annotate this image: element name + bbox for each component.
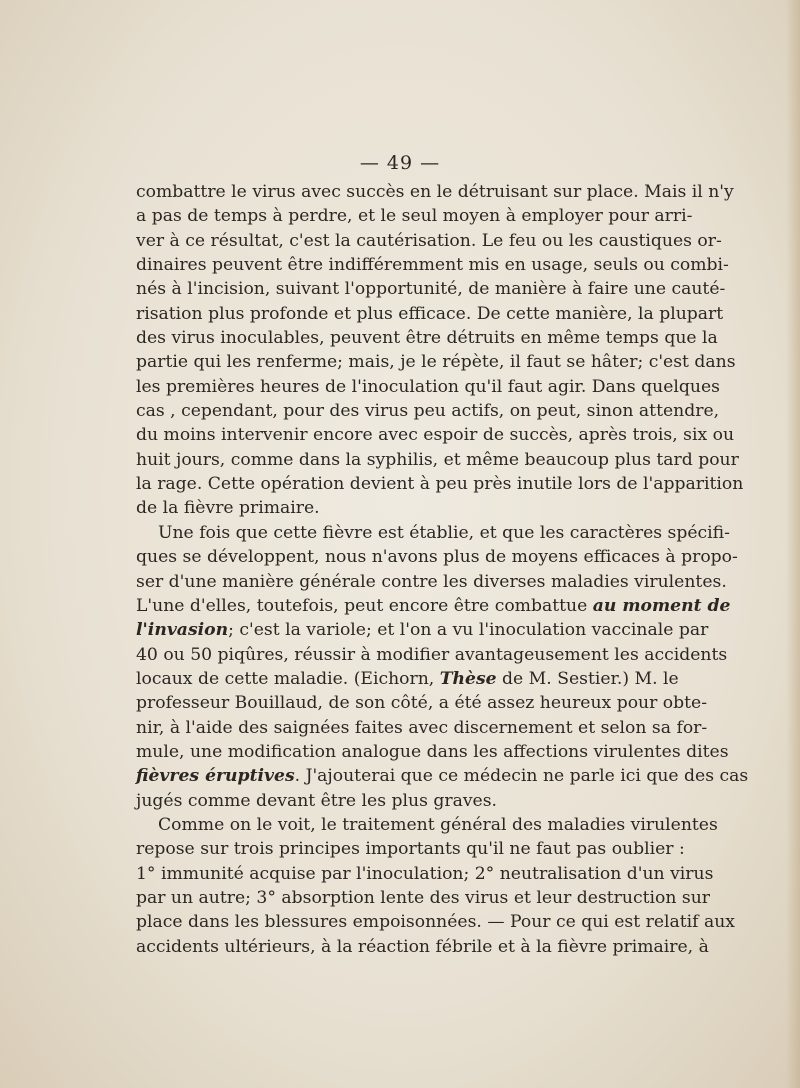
text-line: [136, 448, 739, 472]
emphasis-text: fièvres éruptives: [136, 766, 295, 787]
text-line: [136, 813, 718, 837]
text-line: [136, 302, 724, 326]
text-segment: huit jours, comme dans la syphilis, et même beaucoup plus tard pour: [136, 449, 739, 470]
text-segment: de la fièvre primaire.: [136, 498, 320, 519]
text-segment: accidents ultérieurs, à la réaction fébrile et à la fièvre primaire, à: [136, 936, 709, 957]
text-line: [136, 229, 722, 253]
text-line: [136, 399, 720, 423]
text-segment: Une fois que cette fièvre est établie, et que les caractères spécifi-: [158, 522, 730, 543]
text-line: [136, 594, 731, 618]
text-segment: locaux de cette maladie. (Eichorn,: [136, 668, 440, 689]
text-segment: combattre le virus avec succès en le détruisant sur place. Mais il n'y: [136, 182, 734, 202]
text-segment: la rage. Cette opération devient à peu près inutile lors de l'apparition: [136, 474, 744, 495]
text-line: [136, 910, 735, 934]
text-line: [136, 521, 730, 545]
text-segment: professeur Bouillaud, de son côté, a été assez heureux pour obte-: [136, 693, 708, 714]
text-segment: repose sur trois principes importants qu'il ne faut pas oublier :: [136, 839, 685, 860]
text-segment: . J'ajouterai que ce médecin ne parle ici que des cas: [294, 766, 749, 787]
text-line: [136, 204, 693, 228]
text-line: [136, 764, 749, 788]
text-line: [136, 375, 720, 399]
text-line: [136, 935, 709, 959]
text-segment: partie qui les renferme; mais, je le répète, il faut se hâter; c'est dans: [136, 352, 736, 373]
text-segment: de M. Sestier.) M. le: [496, 668, 679, 689]
page-number: — 49 —: [359, 152, 441, 174]
text-line: [136, 350, 736, 374]
text-segment: des virus inoculables, peuvent être détruits en même temps que la: [136, 328, 718, 349]
text-line: [136, 570, 727, 594]
text-segment: Comme on le voit, le traitement général des maladies virulentes: [158, 814, 718, 835]
text-segment: nir, à l'aide des saignées faites avec discernement et selon sa for-: [136, 717, 708, 738]
text-segment: 40 ou 50 piqûres, réussir à modifier avantageusement les accidents: [136, 644, 728, 665]
text-line: [136, 740, 729, 764]
text-line: [136, 691, 708, 715]
text-line: [136, 618, 709, 642]
text-line: [136, 496, 668, 520]
text-line: [136, 423, 735, 447]
text-segment: 1° immunité acquise par l'inoculation; 2° neutralisation d'un virus: [136, 863, 714, 884]
text-line: [136, 667, 679, 691]
text-segment: mule, une modification analogue dans les affections virulentes dites: [136, 741, 729, 762]
text-segment: place dans les blessures empoisonnées. — Pour ce qui est relatif aux: [136, 912, 735, 933]
text-line: [136, 643, 728, 667]
text-line: [136, 789, 668, 813]
text-segment: L'une d'elles, toutefois, peut encore être combattue: [136, 595, 593, 616]
text-segment: ques se développent, nous n'avons plus de moyens efficaces à propo-: [136, 547, 738, 568]
text-segment: jugés comme devant être les plus graves.: [136, 790, 497, 811]
text-line: [136, 862, 714, 886]
text-line: [136, 326, 718, 350]
text-line: [136, 716, 708, 740]
text-segment: risation plus profonde et plus efficace. De cette manière, la plupart: [136, 303, 724, 324]
emphasis-text: l'invasion: [136, 620, 229, 641]
text-segment: ver à ce résultat, c'est la cautérisation. Le feu ou les caustiques or-: [136, 230, 722, 251]
text-line: [136, 545, 738, 569]
text-segment: ; c'est la variole; et l'on a vu l'inoculation vaccinale par: [228, 620, 709, 641]
text-segment: du moins intervenir encore avec espoir de succès, après trois, six ou: [136, 425, 735, 446]
text-segment: par un autre; 3° absorption lente des virus et leur destruction sur: [136, 887, 710, 908]
text-line: [136, 837, 685, 861]
text-segment: les premières heures de l'inoculation qu'il faut agir. Dans quelques: [136, 376, 720, 397]
text-line: [136, 180, 734, 204]
text-segment: ser d'une manière générale contre les diverses maladies virulentes.: [136, 571, 727, 592]
text-segment: dinaires peuvent être indifféremment mis en usage, seuls ou combi-: [136, 255, 729, 276]
text-line: [136, 277, 726, 301]
emphasis-text: Thèse: [439, 668, 497, 689]
text-segment: cas , cependant, pour des virus peu actifs, on peut, sinon attendre,: [136, 401, 720, 422]
emphasis-text: au moment de: [592, 595, 731, 616]
text-segment: nés à l'incision, suivant l'opportunité, de manière à faire une cauté-: [136, 279, 726, 300]
text-line: [136, 886, 710, 910]
text-line: [136, 472, 744, 496]
text-line: [136, 253, 729, 277]
text-segment: a pas de temps à perdre, et le seul moyen à employer pour arri-: [136, 206, 693, 227]
body-text: [136, 180, 749, 959]
